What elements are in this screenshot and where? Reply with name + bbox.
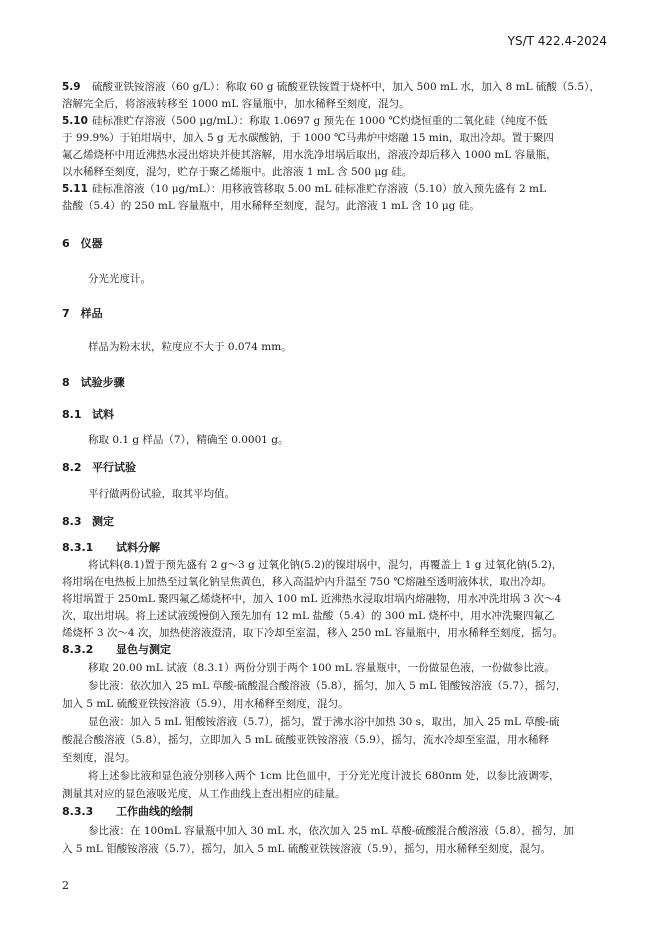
section-8-3-2-line-6: 至刻度，混匀。	[62, 752, 136, 764]
section-8-3-3-line-2: 入 5 mL 钼酸铵溶液（5.7），摇匀，加入 5 mL 硫酸亚铁铵溶液（5.9），摇匀，用水稀释至刻度，混匀。	[62, 843, 552, 855]
section-8-1-text: 称取 0.1 g 样品（7），精确至 0.0001 g。	[88, 434, 289, 446]
section-8-3-1-line-5: 烯烧杯 3 次～4 次，加热使溶液澄清，取下冷却至室温，移入 250 mL 容量瓶中，用水稀释至刻度，摇匀。	[62, 627, 563, 639]
reagent-5-10-line-3: 氟乙烯烧杯中用近沸热水浸出熔块并使其溶解，用水洗净坩埚后取出，溶液冷却后移入 1000 mL 容量瓶，	[62, 149, 557, 161]
section-8-2-text: 平行做两份试验，取其平均值。	[88, 488, 235, 500]
section-8-3-2-line-4: 显色液：加入 5 mL 钼酸铵溶液（5.7），摇匀，置于沸水浴中加热 30 s，取出，加入 25 mL 草酸-硫	[88, 716, 560, 728]
section-8-3-1-line-3: 将坩埚置于 250mL 聚四氟乙烯烧杯中，加入 100 mL 近沸热水浸取坩埚内熔融物，用水冲洗坩埚 3 次～4	[62, 593, 562, 605]
reagent-5-11-line-1: 5.11 硅标准溶液（10 μg/mL）：用移液管移取 5.00 mL 硅标准贮存溶液（5.10）放入预先盛有 2 mL	[62, 183, 546, 195]
section-7-heading: 7 样品	[62, 307, 103, 320]
section-8-3-2-line-3: 加入 5 mL 硫酸亚铁铵溶液（5.9），用水稀释至刻度，混匀。	[62, 698, 349, 710]
section-8-3-2-line-7: 将上述参比液和显色液分别移入两个 1cm 比色皿中，于分光光度计波长 680nm 处，以参比液调零，	[88, 770, 560, 782]
page-number: 2	[62, 879, 69, 892]
section-8-3-1-line-4: 次，取出坩埚。将上述试液缓慢倒入预先加有 12 mL 盐酸（5.4）的 300 mL 烧杯中，用水冲洗聚四氟乙	[62, 610, 555, 622]
reagent-5-11-line-2: 盐酸（5.4）的 250 mL 容量瓶中，用水稀释至刻度，混匀。此溶液 1 mL 含 10 μg 硅。	[62, 200, 480, 212]
section-8-3-3-heading: 8.3.3 工作曲线的绘制	[62, 805, 193, 818]
clause-number: 5.10	[62, 115, 88, 127]
section-8-3-heading: 8.3 测定	[62, 515, 114, 528]
section-6-heading: 6 仪器	[62, 237, 103, 250]
document-id: YS/T 422.4-2024	[507, 34, 607, 48]
reagent-5-10-line-2: 于 99.9%）于铂坩埚中，加入 5 g 无水碳酸钠，于 1000 ℃马弗炉中熔融 15 min，取出冷却。置于聚四	[62, 132, 554, 144]
section-8-heading: 8 试验步骤	[62, 376, 125, 389]
clause-number: 5.9	[62, 81, 81, 93]
reagent-5-10-line-4: 以水稀释至刻度，混匀，贮存于聚乙烯瓶中。此溶液 1 mL 含 500 μg 硅。	[62, 166, 413, 178]
section-8-3-2-line-2: 参比液：依次加入 25 mL 草酸-硫酸混合酸溶液（5.8），摇匀，加入 5 mL 钼酸铵溶液（5.7），摇匀，	[88, 680, 567, 692]
reagent-5-9-line-1: 5.9 硫酸亚铁铵溶液（60 g/L）：称取 60 g 硫酸亚铁铵置于烧杯中，加入 500 mL 水，加入 8 mL 硫酸（5.5），	[62, 81, 600, 93]
clause-number: 5.11	[62, 183, 88, 195]
section-8-3-1-line-2: 将坩埚在电热板上加热至过氧化钠呈焦黄色，移入高温炉内升温至 750 ℃熔融至透明液体状，取出冷却。	[62, 576, 552, 588]
section-6-text: 分光光度计。	[88, 273, 151, 285]
section-8-1-heading: 8.1 试料	[62, 408, 114, 421]
section-8-3-3-line-1: 参比液：在 100mL 容量瓶中加入 30 mL 水，依次加入 25 mL 草酸-硫酸混合酸溶液（5.8），摇匀，加	[88, 825, 574, 837]
section-8-3-1-heading: 8.3.1 试料分解	[62, 541, 160, 554]
section-8-2-heading: 8.2 平行试验	[62, 461, 136, 474]
section-8-3-2-line-1: 移取 20.00 mL 试液（8.3.1）两份分别于两个 100 mL 容量瓶中，一份做显色液，一份做参比液。	[88, 662, 555, 674]
section-8-3-2-heading: 8.3.2 显色与测定	[62, 643, 171, 656]
section-8-3-2-line-5: 酸混合酸溶液（5.8），摇匀，立即加入 5 mL 硫酸亚铁铵溶液（5.9），摇匀，流水冷却至室温，用水稀释	[62, 734, 550, 746]
reagent-5-9-line-2: 溶解完全后，将溶液转移至 1000 mL 容量瓶中，加水稀释至刻度，混匀。	[62, 98, 410, 110]
section-7-text: 样品为粉末状，粒度应不大于 0.074 mm。	[88, 341, 292, 353]
reagent-5-10-line-1: 5.10 硅标准贮存溶液（500 μg/mL）：称取 1.0697 g 预先在 1000 ℃灼烧恒重的二氧化硅（纯度不低	[62, 115, 548, 127]
section-8-3-2-line-8: 测量其对应的显色液吸光度，从工作曲线上查出相应的硅量。	[62, 788, 346, 800]
section-8-3-1-line-1: 将试料(8.1)置于预先盛有 2 g～3 g 过氧化钠(5.2)的镍坩埚中，混匀，再覆盖上 1 g 过氧化钠(5.2)，	[88, 559, 563, 571]
